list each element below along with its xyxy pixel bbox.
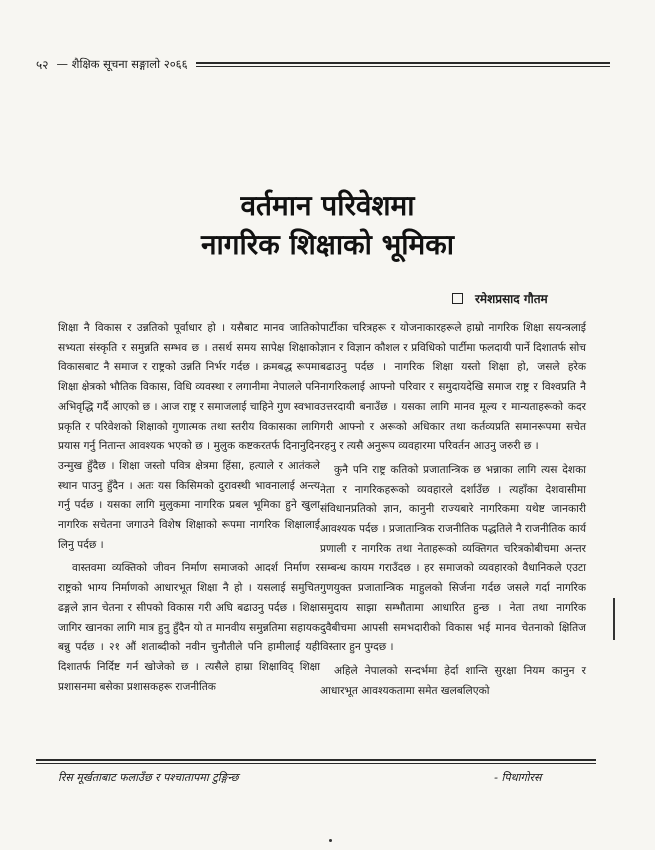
running-title: — शैक्षिक सूचना सङ्गालो २०६६: [56, 57, 188, 71]
footer-rule: [36, 759, 596, 764]
footer-quote-author: - पिथागोरस: [494, 771, 542, 784]
scan-dot: [329, 839, 332, 842]
body-column-left: [58, 319, 320, 697]
article-title-line1: वर्तमान परिवेशमा: [240, 189, 415, 222]
body-column-right: [320, 319, 586, 701]
author-name: रमेशप्रसाद गौतम: [475, 292, 548, 306]
page-number: ५२: [36, 58, 49, 72]
author-byline: [452, 290, 548, 307]
paragraph: वास्तवमा व्यक्तिको जीवन निर्माण समाजको आदर्श निर्माण र राष्ट्रको भाग्य निर्माणको आधारभूत शिक्षा नै हो । यसलाई समुचित ढङ्गले ज्ञान चेतना र सीपको विकास गरी अघि बढाउनु पर्दछ । शिक्षा जागिर खानका लागि मात्र हुनु हुँदैन यो त मानवीय समुन्नतिमा सहायक बन्नु पर्दछ । २१ औं शताब्दीको नवीन चुनौतीले पनि हामीलाई यही दिशातर्फ निर्दिष्ट गर्न खोजेको छ । त्यसैले हाम्रा शिक्षाविद् शिक्षा प्रशासनमा बसेका प्रशासकहरू राजनीतिक: [58, 562, 320, 693]
page-header: [36, 56, 610, 73]
header-rule: [196, 62, 610, 67]
paragraph: शिक्षा नै विकास र उन्नतिको पूर्वाधार हो । यसैबाट मानव जातिको सभ्यता संस्कृति र समुन्नति सम्भव छ । तसर्थ समय सापेक्ष शिक्षाको विकासबाट नै समाज र राष्ट्रको उन्नति निर्भर गर्दछ । क्रमबद्ध रूपमा शिक्षा क्षेत्रको भौतिक विकास, विधि व्यवस्था र लगानीमा नेपालले पनि अभिवृद्धि गर्दै आएको छ । आज राष्ट्र र समाजलाई चाहिने गुण स्वभाव प्रकृति र परिवेशको शिक्षाको गुणात्मक तथा स्तरीय विकासका लागि प्रयास गर्नु नितान्त आवश्यक भएको छ । मुलुक कष्टकरतर्फ दिनानुदिन उन्मुख हुँदैछ । शिक्षा जस्तो पवित्र क्षेत्रमा हिंसा, हत्याले र आतंकले स्थान पाउनु हुँदैन । अतः यस किसिमको दुरावस्थी भावनालाई अन्त्य गर्नु पर्दछ । यसका लागि मुलुकमा नागरिक प्रबल भूमिका हुने खुला नागरिक सचेतना जगाउने विशेष शिक्षाको रूपमा नागरिक शिक्षालाई लिनु पर्दछ ।: [58, 322, 320, 551]
paragraph: अहिले नेपालको सन्दर्भमा हेर्दा शान्ति सुरक्षा नियम कानुन र आधारभूत आवश्यकतामा समेत खलबलिएको: [320, 664, 586, 697]
paragraph: पार्टीका चरित्रहरू र योजनाकारहरूले हाम्रो नागरिक शिक्षा सयन्त्रलाई ज्ञान र विज्ञान कौशल र प्रविधिको पार्टीमा फलदायी पार्ने दिशातर्फ सोच बढाउनु पर्दछ । नागरिक शिक्षा यस्तो शिक्षा हो, जसले हरेक नागरिकलाई आफ्नो परिवार र समुदायदेखि समाज राष्ट्र र विश्वप्रति नै उत्तरदायी बनाउँछ । यसका लागि मानव मूल्य र मान्यताहरूको कदर गरी आफ्नो र अरूको अधिकार तथा कर्तव्यप्रति समानरूपमा सचेत रहनु र त्यसै अनुरूप व्यवहारमा परिवर्तन आउनु जरुरी छ ।: [320, 322, 586, 453]
article-title-line2: नागरिक शिक्षाको भूमिका: [200, 228, 455, 261]
paragraph: कुनै पनि राष्ट्र कतिको प्रजातान्त्रिक छ भन्नाका लागि त्यस देशका नेता र नागरिकहरूको व्यवहारले दर्शाउँछ । त्यहाँका देशवासीमा संविधानप्रतिको ज्ञान, कानुनी राज्यबारे नागरिकमा यथेष्ट जानकारी आवश्यक पर्दछ । प्रजातान्त्रिक राजनीतिक पद्धतिले नै राजनीतिक कार्य प्रणाली र नागरिक तथा नेताहरूको व्यक्तिगत चरित्रकोबीचमा अन्तर सम्बन्ध कायम गराउँदछ । हर समाजको व्यवहारको वैधानिकले एउटा गुणयुक्त प्रजातान्त्रिक माहुलको सिर्जना गर्दछ जसले गर्दा नागरिक समुदाय साझा सम्भौतामा आधारित हुन्छ । नेता तथा नागरिक दुवैबीचमा आपसी समभदारीको विकास भई मानव चेतनाको क्षितिज विस्तार हुन पुग्दछ ।: [320, 463, 586, 654]
margin-mark: [613, 598, 615, 640]
square-bullet-icon: [452, 293, 463, 304]
footer-quote: रिस मूर्खताबाट फलाउँछ र पश्चातापमा टुङ्गिन्छ: [58, 771, 239, 784]
